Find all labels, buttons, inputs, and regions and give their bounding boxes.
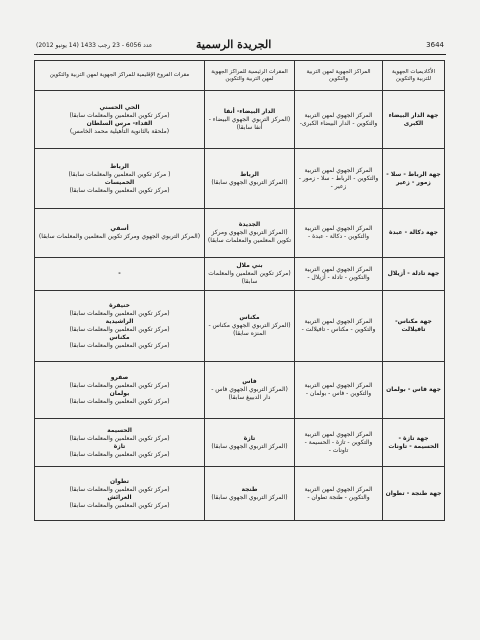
region-cell: [383, 209, 445, 258]
branch-detail: (مركز تكوين المعلمين والمعلمات سابقا): [69, 501, 170, 509]
branch-detail: (مركز تكوين المعلمين والمعلمات سابقا): [69, 111, 170, 119]
center-name: المركز الجهوي لمهن التربية والتكوين - فاس - بولمان -: [304, 382, 373, 397]
main-seat-cell: [205, 149, 295, 209]
region-name: جهة مكناس- تافيلالت: [395, 318, 432, 333]
branch-name: الفداء- مرس السلطان: [86, 119, 153, 127]
branch-cell: [35, 258, 205, 291]
center-cell: [295, 362, 383, 419]
branch-detail: (مركز تكوين المعلمين والمعلمات سابقا): [69, 485, 170, 493]
table-row: [35, 291, 445, 362]
header-academies: الأكاديميات الجهوية للتربية والتكوين: [383, 61, 445, 91]
branch-name: الحسيمة: [107, 426, 132, 434]
main-seat-detail: (المركز التربوي الجهوي البيضاء - أنفا سابقا): [208, 115, 291, 131]
region-cell: [383, 258, 445, 291]
region-name: جهة طنجة - تطوان: [385, 489, 442, 497]
branch-detail: (مركز تكوين المعلمين والمعلمات سابقا): [69, 434, 170, 442]
branch-detail: ( مركز تكوين المعلمين والمعلمات سابقا): [68, 170, 171, 178]
main-seat-detail: (مركز تكوين المعلمين والمعلمات سابقا): [208, 270, 291, 285]
centers-table: [34, 60, 445, 521]
main-seat-name: مكناس: [239, 314, 260, 321]
center-cell: [295, 258, 383, 291]
main-seat-name: طنجة: [241, 485, 258, 493]
branch-cell: [35, 291, 205, 362]
branch-cell: [35, 91, 205, 149]
main-seat-detail: (المركز التربوي الجهوي سابقا): [211, 493, 288, 501]
main-seat-cell: [205, 91, 295, 149]
branch-cell: [35, 419, 205, 467]
branch-cell: [35, 209, 205, 258]
table-row: [35, 209, 445, 258]
main-seat-detail: (المركز التربوي الجهوي ومركز تكوين المعلمين والمعلمات سابقا): [207, 229, 292, 244]
region-cell: [383, 291, 445, 362]
header-branch-seats: مقرات الفروع الإقليمية للمراكز الجهوية لمهن التربية والتكوين: [35, 61, 205, 91]
branch-detail: (مركز تكوين المعلمين والمعلمات سابقا): [69, 186, 170, 194]
region-cell: [383, 467, 445, 521]
center-cell: [295, 291, 383, 362]
main-seat-name: بني ملال: [236, 262, 263, 269]
header-rule: [34, 54, 446, 55]
center-name: المركز الجهوي لمهن التربية والتكوين - طنجة تطوان -: [304, 485, 373, 501]
branch-name: أسفي: [110, 225, 129, 232]
table-row: [35, 467, 445, 521]
table-row: [35, 362, 445, 419]
main-seat-detail: (المركز التربوي الجهوي فاس - دار الدبيبغ سابقا): [211, 386, 288, 401]
branch-name: صفرو: [110, 374, 129, 381]
branch-name: بولمان: [109, 390, 130, 397]
table-header-row: [35, 61, 445, 91]
branch-name: مكناس: [109, 334, 130, 341]
branch-detail: (مركز تكوين المعلمين والمعلمات سابقا): [69, 398, 170, 405]
branch-detail: (مركز تكوين المعلمين والمعلمات سابقا): [69, 382, 170, 389]
branch-cell: [35, 467, 205, 521]
main-seat-cell: [205, 467, 295, 521]
branch-name: -: [118, 270, 121, 277]
branch-name: الراشيدية: [105, 318, 134, 325]
main-seat-name: الرباط: [240, 170, 259, 178]
table-row: [35, 149, 445, 209]
branch-name: تازة: [113, 442, 126, 450]
branch-name: تطوان: [109, 477, 130, 485]
header-regional-centers: المراكز الجهوية لمهن التربية والتكوين: [295, 61, 383, 91]
branch-detail: (مركز تكوين المعلمين والمعلمات سابقا): [69, 342, 170, 349]
center-name: المركز الجهوي لمهن التربية والتكوين - تادلة - أزيلال -: [304, 266, 373, 281]
branch-name: الخميسات: [104, 178, 135, 186]
main-seat-name: فاس: [242, 378, 257, 385]
header-main-seats: المقرات الرئيسية للمراكز الجهوية لمهن التربية والتكوين: [205, 61, 295, 91]
main-seat-cell: [205, 419, 295, 467]
center-cell: [295, 467, 383, 521]
center-cell: [295, 419, 383, 467]
table-body: [35, 91, 445, 521]
center-name: المركز الجهوي لمهن التربية والتكوين - الرباط - سلا - زمور - زعير -: [298, 166, 379, 190]
branch-name: خنيفرة: [109, 302, 130, 309]
main-seat-name: تازة: [243, 434, 256, 442]
page-number: 3644: [426, 41, 444, 49]
region-name: جهة دكالة - عبدة: [389, 229, 438, 236]
main-seat-cell: [205, 291, 295, 362]
region-name: جهة الرباط - سلا - زمور - زعير: [386, 170, 441, 186]
branch-name: الرباط: [110, 162, 129, 170]
branch-detail: (مركز تكوين المعلمين والمعلمات سابقا): [69, 450, 170, 458]
main-seat-cell: [205, 362, 295, 419]
branch-detail: (مركز تكوين المعلمين والمعلمات سابقا): [69, 310, 170, 317]
center-name: المركز الجهوي لمهن التربية والتكوين - دكالة - عبدة -: [304, 225, 373, 240]
main-seat-name: الدار البيضاء- أنفا: [223, 107, 276, 115]
branch-cell: [35, 149, 205, 209]
main-seat-detail: (المركز التربوي الجهوي سابقا): [211, 178, 288, 186]
issue-line: عدد 6056 - 23 رجب 1433 (14 يونيو 2012): [36, 42, 153, 49]
main-seat-detail: (المركز التربوي الجهوي مكناس - المنزه سابقا): [208, 322, 291, 337]
center-cell: [295, 91, 383, 149]
main-seat-name: الجديدة: [238, 221, 261, 228]
branch-detail: (ملحقة بالثانوية التأهيلية محمد الخامس): [69, 127, 170, 135]
center-name: المركز الجهوي لمهن التربية والتكوين - الدار البيضاء الكبرى-: [299, 111, 378, 127]
table-row: [35, 258, 445, 291]
journal-title: الجريدة الرسمية: [196, 38, 272, 51]
region-name: جهة فاس - بولمان: [386, 386, 441, 393]
branch-name: الحي الحسني: [99, 103, 140, 111]
branch-name: العرائش: [107, 493, 132, 501]
center-name: المركز الجهوي لمهن التربية والتكوين - مكناس - تافيلالت -: [301, 318, 376, 333]
region-name: جهة تازة - الحسيمة - تاونات: [388, 434, 439, 450]
region-cell: [383, 149, 445, 209]
table-row: [35, 419, 445, 467]
center-cell: [295, 209, 383, 258]
branch-detail: (مركز تكوين المعلمين والمعلمات سابقا): [69, 326, 170, 333]
center-cell: [295, 149, 383, 209]
table-row: [35, 91, 445, 149]
branch-cell: [35, 362, 205, 419]
region-name: جهة تادلة - أزيلال: [387, 270, 440, 277]
region-cell: [383, 91, 445, 149]
region-cell: [383, 419, 445, 467]
main-seat-cell: [205, 209, 295, 258]
region-name: جهة الدار البيضاء الكبرى: [388, 111, 439, 127]
main-seat-cell: [205, 258, 295, 291]
region-cell: [383, 362, 445, 419]
main-seat-detail: (المركز التربوي الجهوي سابقا): [211, 442, 288, 450]
branch-detail: (المركز التربوي الجهوي ومركز تكوين المعلمين والمعلمات سابقا): [38, 233, 201, 240]
center-name: المركز الجهوي لمهن التربية والتكوين - تازة - الحسيمة - تاونات -: [304, 430, 373, 454]
